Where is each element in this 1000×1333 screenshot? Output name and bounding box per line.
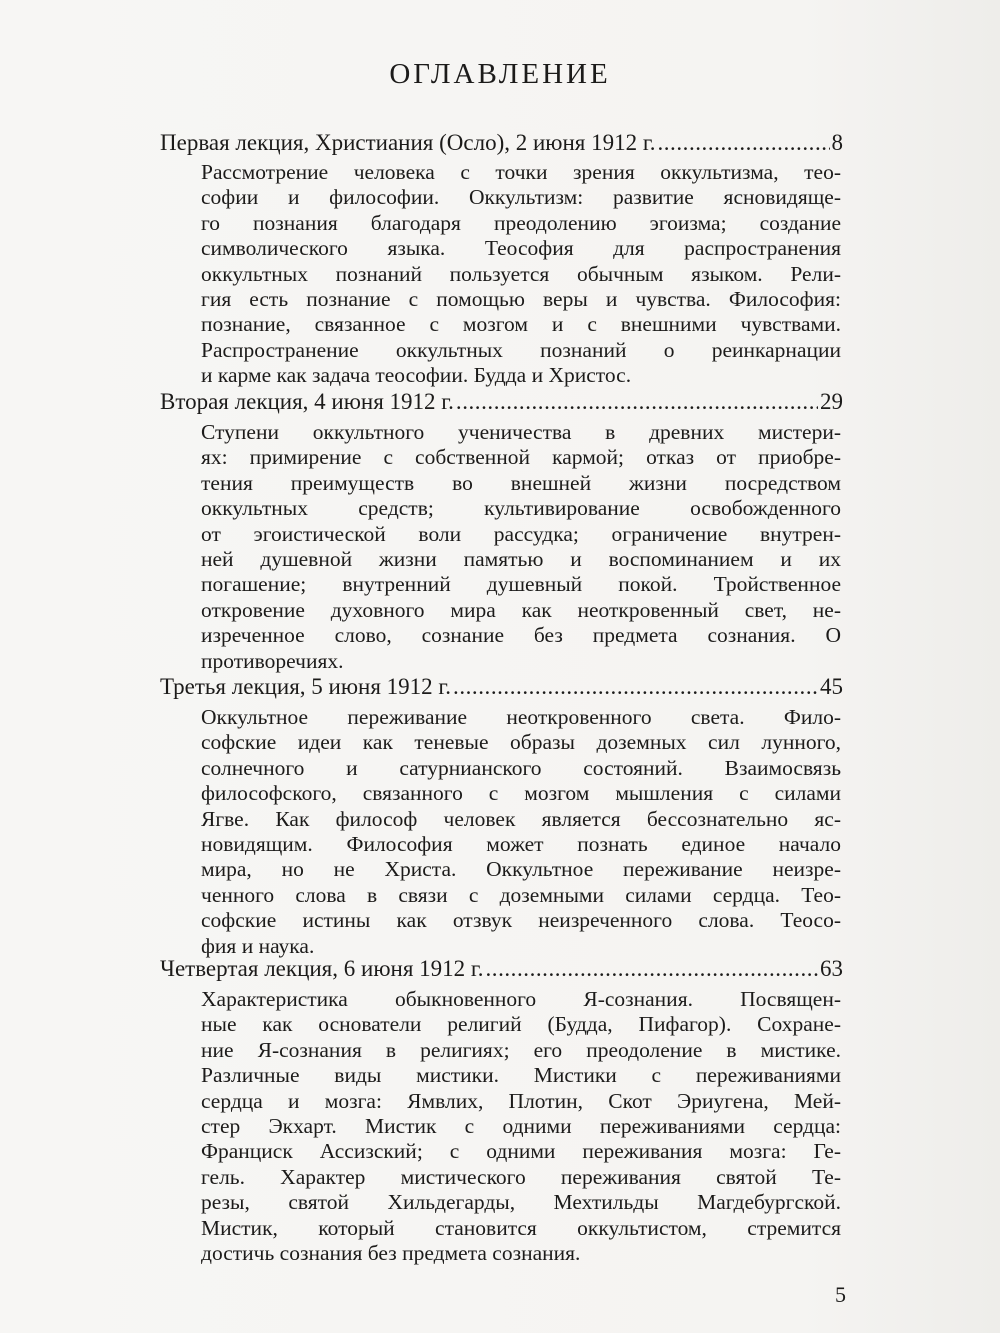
description-line: новидящим. Философия может познать единое начало bbox=[201, 832, 841, 857]
description-line: оккультных познаний пользуется обычным языком. Рели- bbox=[201, 261, 841, 286]
toc-entry-page: 8 bbox=[831, 130, 843, 155]
description-line: сердца и мозга: Ямвлих, Плотин, Скот Эриугена, Мей- bbox=[201, 1088, 841, 1113]
page-heading: ОГЛАВЛЕНИЕ bbox=[389, 58, 611, 90]
page-number: 5 bbox=[835, 1282, 846, 1307]
description-line: ней душевной жизни памятью и воспоминанием и их bbox=[201, 547, 841, 572]
description-line: Распространение оккультных познаний о реинкарнации bbox=[201, 337, 841, 362]
toc-entry-title-4[interactable] bbox=[160, 956, 843, 982]
description-line: Франциск Ассизский; с одними переживания мозга: Ге- bbox=[201, 1139, 841, 1164]
toc-leader-dots bbox=[655, 130, 829, 156]
toc-entry-description-4 bbox=[201, 987, 841, 1266]
description-line: тения преимуществ во внешней жизни посредством bbox=[201, 470, 841, 495]
toc-leader-dots bbox=[451, 674, 818, 700]
description-line: и карме как задача теософии. Будда и Христос. bbox=[201, 363, 632, 388]
description-line: софии и философии. Оккультизм: развитие ясновидяще- bbox=[201, 185, 841, 210]
description-line: софские истины как отзвук неизреченного слова. Теосо- bbox=[201, 908, 841, 933]
toc-entry-page: 63 bbox=[820, 956, 843, 981]
toc-entry-title-text: Вторая лекция, 4 июня 1912 г. bbox=[160, 389, 454, 414]
description-line: фия и наука. bbox=[201, 933, 315, 958]
toc-entry-description-1 bbox=[201, 160, 841, 389]
description-line: гель. Характер мистического переживания святой Те- bbox=[201, 1164, 841, 1189]
toc-entry-description-3 bbox=[201, 705, 841, 959]
description-line: го познания благодаря преодолению эгоизма; создание bbox=[201, 210, 841, 235]
description-line: познание, связанное с мозгом и с внешними чувствами. bbox=[201, 312, 841, 337]
description-line: Ступени оккультного ученичества в древних мистери- bbox=[201, 420, 841, 444]
description-line: от эгоистической воли рассудка; ограничение внутрен- bbox=[201, 521, 841, 546]
description-line: Различные виды мистики. Мистики с переживаниями bbox=[201, 1063, 841, 1088]
toc-entry-title-text: Первая лекция, Христиания (Осло), 2 июня 1912 г. bbox=[160, 130, 656, 155]
toc-entry-page: 29 bbox=[820, 389, 843, 414]
toc-leader-dots bbox=[454, 389, 818, 415]
toc-entry-page: 45 bbox=[820, 674, 843, 699]
description-line: стер Экхарт. Мистик с одними переживаниями сердца: bbox=[201, 1114, 841, 1139]
description-line: достичь сознания без предмета сознания. bbox=[201, 1241, 581, 1266]
description-line: гия есть познание с помощью веры и чувства. Философия: bbox=[201, 287, 841, 312]
description-line: противоречиях. bbox=[201, 648, 344, 673]
description-line: софские идеи как теневые образы доземных сил лунного, bbox=[201, 730, 841, 755]
description-line: Характеристика обыкновенного Я-сознания. Посвящен- bbox=[201, 987, 841, 1011]
description-line: оккультных средств; культивирование освобожденного bbox=[201, 496, 841, 521]
toc-entry-description-2 bbox=[201, 420, 841, 674]
description-line: солнечного и сатурнианского состояний. Взаимосвязь bbox=[201, 755, 841, 780]
description-line: Мистик, который становится оккультистом, стремится bbox=[201, 1215, 841, 1240]
description-line: Оккультное переживание неоткровенного света. Фило- bbox=[201, 705, 841, 729]
description-line: ние Я-сознания в религиях; его преодоление в мистике. bbox=[201, 1037, 841, 1062]
description-line: ченного слова в связи с доземными силами сердца. Тео- bbox=[201, 882, 841, 907]
toc-entry-title-text: Четвертая лекция, 6 июня 1912 г. bbox=[160, 956, 484, 981]
description-line: резы, святой Хильдегарды, Мехтильды Магдебургской. bbox=[201, 1190, 841, 1215]
description-line: ях: примирение с собственной кармой; отказ от приобре- bbox=[201, 445, 841, 470]
toc-leader-dots bbox=[483, 956, 818, 982]
description-line: философского, связанного с мозгом мышления с силами bbox=[201, 781, 841, 806]
description-line: изреченное слово, сознание без предмета сознания. О bbox=[201, 623, 841, 648]
description-line: откровение духовного мира как неоткровенный свет, не- bbox=[201, 597, 841, 622]
description-line: символического языка. Теософия для распространения bbox=[201, 236, 841, 261]
toc-entry-title-text: Третья лекция, 5 июня 1912 г. bbox=[160, 674, 452, 699]
description-line: погашение; внутренний душевный покой. Тройственное bbox=[201, 572, 841, 597]
description-line: ные как основатели религий (Будда, Пифагор). Сохране- bbox=[201, 1012, 841, 1037]
toc-entry-title-1[interactable] bbox=[160, 130, 843, 156]
toc-entry-title-2[interactable] bbox=[160, 389, 843, 415]
toc-entry-title-3[interactable] bbox=[160, 674, 843, 700]
description-line: Ягве. Как философ человек является бессознательно яс- bbox=[201, 806, 841, 831]
description-line: мира, но не Христа. Оккультное переживание неизре- bbox=[201, 857, 841, 882]
description-line: Рассмотрение человека с точки зрения оккультизма, тео- bbox=[201, 160, 841, 184]
